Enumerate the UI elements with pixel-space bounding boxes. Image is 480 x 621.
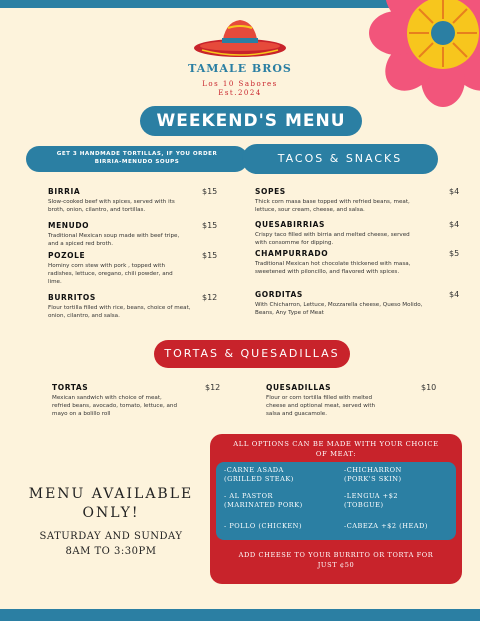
menu-title: WEEKEND'S MENU	[140, 106, 362, 136]
meat-option-note: (GRILLED STEAK)	[224, 475, 294, 483]
item-price: $4	[449, 187, 460, 196]
item-price: $4	[449, 290, 460, 299]
meat-option	[224, 492, 303, 510]
meat-option-name: -CABEZA +$2 (HEAD)	[344, 522, 428, 530]
menu-item	[52, 383, 232, 418]
meat-option-note: (TOBGUE)	[344, 501, 384, 509]
promo-line-2: BIRRIA-MENUDO SOUPS	[94, 158, 180, 165]
meat-option	[224, 522, 302, 531]
cheese-addon-note	[210, 550, 462, 570]
item-name: CHAMPURRADO	[255, 249, 329, 258]
meat-options-header	[210, 439, 462, 459]
availability-line-2: ONLY!	[82, 505, 140, 521]
item-price: $15	[202, 251, 218, 260]
cheese-addon-line-2: JUST ¢50	[317, 561, 355, 569]
meat-options-box	[210, 434, 462, 584]
item-description: Thick corn masa base topped with refried beans, meat, lettuce, sour cream, cheese, and salsa.	[255, 199, 410, 213]
availability-days: SATURDAY AND SUNDAY	[39, 531, 183, 542]
meat-option	[344, 492, 398, 510]
availability-notice	[16, 485, 206, 559]
promo-banner	[26, 146, 248, 172]
meat-options-header-line-2: OF MEAT:	[315, 450, 357, 458]
item-price: $15	[202, 221, 218, 230]
menu-item	[255, 187, 460, 214]
meat-options-grid	[216, 462, 456, 540]
menu-item	[48, 251, 218, 286]
promo-line-1: GET 3 HANDMADE TORTILLAS, IF YOU ORDER	[56, 151, 218, 157]
tortas-section-header: TORTAS & QUESADILLAS	[154, 340, 350, 368]
meat-option	[344, 522, 428, 531]
item-price: $10	[421, 383, 437, 392]
bottom-bar	[0, 609, 480, 621]
item-price: $4	[449, 220, 460, 229]
sombrero-logo	[180, 16, 300, 60]
item-description: Flour tortilla filled with rice, beans, choice of meat, onion, cilantro, and salsa.	[48, 305, 191, 319]
meat-option-name: -CARNE ASADA	[224, 466, 284, 474]
item-description: Slow-cooked beef with spices, served with its broth, onion, cilantro, and tortillas.	[48, 199, 175, 213]
slogan-line-2: Est.2024	[218, 89, 262, 97]
menu-item	[255, 249, 460, 276]
item-description: Hominy corn stew with pork , topped with radishes, lettuce, oregano, chili powder, and lime.	[48, 263, 173, 285]
item-description: Crispy taco filled with birria and melted cheese, served with consomme for dipping.	[255, 232, 410, 246]
meat-option-name: - AL PASTOR	[224, 492, 273, 500]
item-name: SOPES	[255, 187, 286, 196]
slogan-line-1: Los 10 Sabores	[202, 80, 278, 88]
menu-item	[48, 187, 218, 214]
menu-item	[266, 383, 446, 418]
item-name: QUESABIRRIAS	[255, 220, 326, 229]
brand-name: TAMALE BROS	[188, 62, 292, 75]
tacos-section-header: TACOS & SNACKS	[242, 144, 438, 174]
item-name: TORTAS	[52, 383, 89, 392]
meat-option-note: (PORK'S SKIN)	[344, 475, 402, 483]
meat-option-note: (MARINATED PORK)	[224, 501, 303, 509]
item-name: MENUDO	[48, 221, 90, 230]
item-description: With Chicharron, Lettuce, Mozzarella cheese, Queso Molido, Beans, Any Type of Meat	[255, 302, 423, 316]
item-name: GORDITAS	[255, 290, 303, 299]
cheese-addon-line-1: ADD CHEESE TO YOUR BURRITO OR TORTA FOR	[238, 551, 434, 559]
item-price: $15	[202, 187, 218, 196]
menu-item	[255, 220, 460, 247]
menu-item	[48, 221, 218, 248]
availability-hours: 8AM TO 3:30PM	[65, 546, 157, 557]
availability-line-1: MENU AVAILABLE	[28, 486, 194, 502]
brand-slogan	[0, 80, 480, 98]
item-name: POZOLE	[48, 251, 86, 260]
meat-option	[224, 466, 294, 484]
item-description: Mexican sandwich with choice of meat, refried beans, avocado, tomato, lettuce, and mayo on a bolillo roll	[52, 395, 178, 417]
item-description: Flour or corn tortilla filled with melted cheese and optional meat, served with salsa and guacamole.	[266, 395, 376, 417]
meat-option-name: -LENGUA +$2	[344, 492, 399, 500]
menu-item	[255, 290, 460, 317]
item-price: $12	[202, 293, 218, 302]
item-description: Traditional Mexican soup made with beef tripe, and a spiced red broth.	[48, 233, 180, 247]
item-price: $12	[205, 383, 221, 392]
menu-item	[48, 293, 218, 320]
meat-option-name: -CHICHARRON	[344, 466, 402, 474]
item-name: BURRITOS	[48, 293, 96, 302]
item-description: Traditional Mexican hot chocolate thickened with masa, sweetened with piloncillo, and flavored with spices.	[255, 261, 411, 275]
meat-options-header-line-1: ALL OPTIONS CAN BE MADE WITH YOUR CHOICE	[233, 440, 439, 448]
item-price: $5	[449, 249, 460, 258]
meat-option	[344, 466, 402, 484]
meat-option-name: - POLLO (CHICKEN)	[224, 522, 303, 530]
item-name: QUESADILLAS	[266, 383, 332, 392]
item-name: BIRRIA	[48, 187, 81, 196]
